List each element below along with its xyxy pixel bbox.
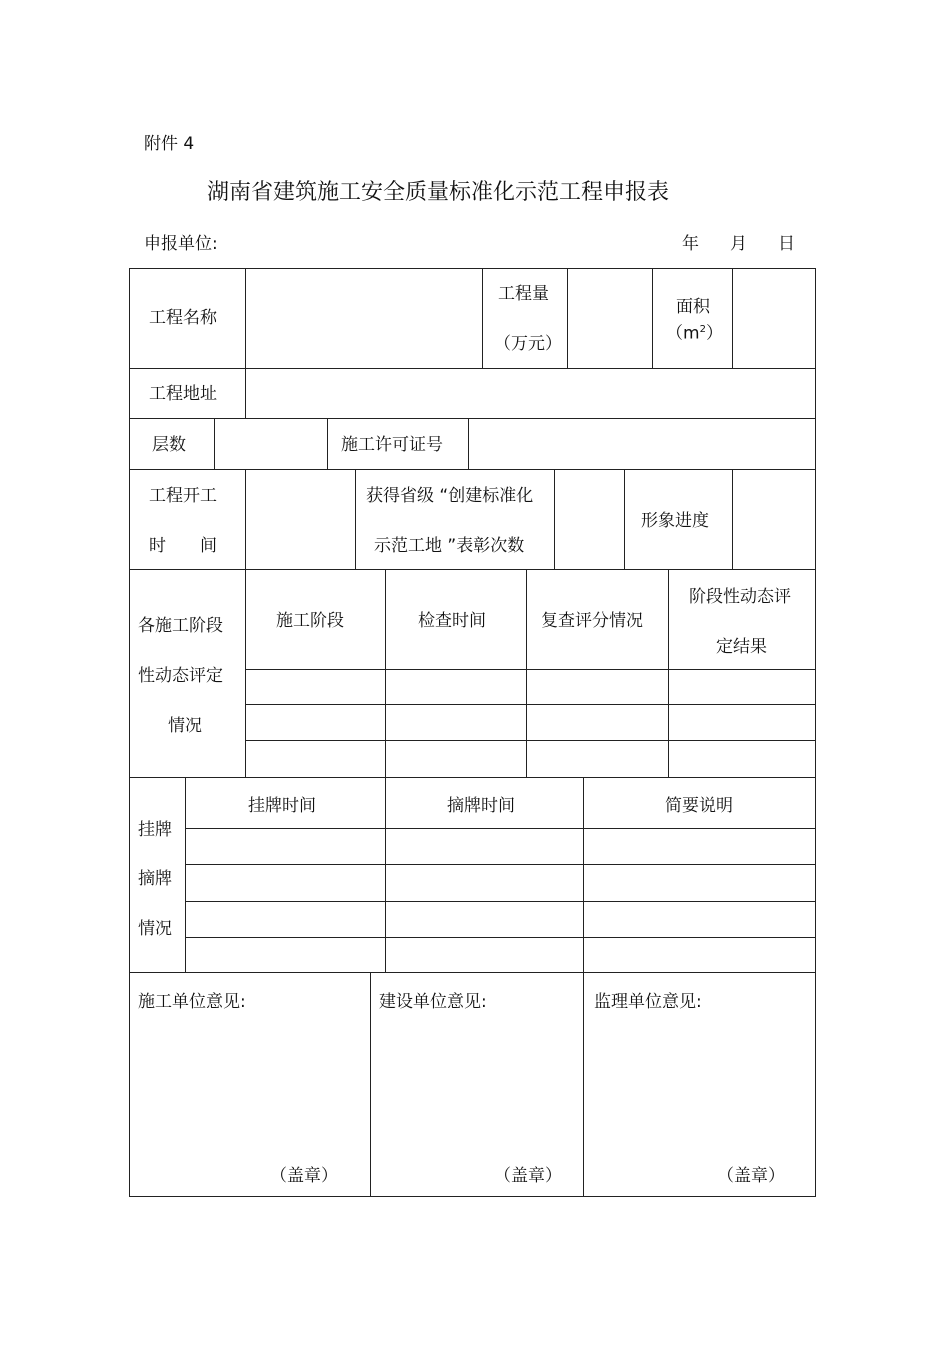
- applicant-label: 申报单位:: [144, 234, 218, 254]
- progress-label: 形象进度: [641, 511, 709, 531]
- cell-divider: [385, 569, 386, 777]
- eval-side-label-2: 性动态评定: [138, 666, 223, 686]
- row-divider: [185, 864, 816, 865]
- cell-divider: [652, 268, 653, 368]
- owner-opinion-field[interactable]: [372, 1020, 582, 1160]
- cell-divider: [385, 777, 386, 972]
- col-remove-time-header: 摘牌时间: [447, 796, 515, 816]
- col-result-header: 阶段性动态评: [689, 587, 791, 607]
- col-check-time-header: 检查时间: [418, 611, 486, 631]
- supervision-opinion-field[interactable]: [585, 1020, 814, 1160]
- cell-divider: [583, 972, 584, 1197]
- date-day: 日: [778, 234, 795, 254]
- date-month: 月: [730, 234, 747, 254]
- construction-opinion-field[interactable]: [131, 1020, 369, 1160]
- cell-divider: [526, 569, 527, 777]
- row-divider: [245, 740, 816, 741]
- area-label: 面积: [676, 297, 710, 317]
- row-divider: [185, 937, 816, 938]
- area-unit: $(m^2)$: [666, 323, 723, 344]
- project-name-field[interactable]: [246, 269, 481, 367]
- owner-opinion-label: 建设单位意见:: [379, 992, 487, 1012]
- row-divider: [129, 469, 816, 470]
- col-description-header: 简要说明: [665, 796, 733, 816]
- cell-divider: [668, 569, 669, 777]
- progress-field[interactable]: [733, 470, 815, 568]
- start-time-field[interactable]: [246, 470, 354, 568]
- award-count-field[interactable]: [555, 470, 623, 568]
- row-divider: [245, 704, 816, 705]
- address-label: 工程地址: [149, 384, 217, 404]
- cell-divider: [245, 569, 246, 777]
- col-stage-header: 施工阶段: [276, 611, 344, 631]
- start-time-label-2: 时 间: [149, 536, 217, 556]
- attachment-label: 附件 4: [144, 134, 195, 154]
- plaque-side-label-2: 摘牌: [138, 869, 172, 889]
- award-count-label-2: 示范工地 ”表彰次数: [374, 536, 525, 556]
- row-divider: [185, 901, 816, 902]
- cell-divider: [185, 777, 186, 972]
- cell-divider: [482, 268, 483, 368]
- workload-field[interactable]: [568, 269, 651, 367]
- workload-unit: （万元）: [494, 334, 562, 354]
- permit-field[interactable]: [469, 419, 815, 468]
- row-divider: [129, 777, 816, 778]
- floors-label: 层数: [152, 435, 186, 455]
- owner-seal-label: （盖章）: [494, 1166, 562, 1186]
- construction-opinion-label: 施工单位意见:: [138, 992, 246, 1012]
- row-divider: [129, 972, 816, 973]
- plaque-side-label-3: 情况: [138, 919, 172, 939]
- row-divider: [129, 569, 816, 570]
- project-name-label: 工程名称: [149, 308, 217, 328]
- cell-divider: [624, 469, 625, 569]
- cell-divider: [370, 972, 371, 1197]
- page-title: 湖南省建筑施工安全质量标准化示范工程申报表: [207, 180, 670, 205]
- date-year: 年: [682, 234, 699, 254]
- eval-side-label-3: 情况: [168, 716, 202, 736]
- col-result-header-2: 定结果: [716, 637, 767, 657]
- award-count-label: 获得省级 “创建标准化: [366, 486, 534, 506]
- workload-label: 工程量: [498, 284, 549, 304]
- permit-label: 施工许可证号: [341, 435, 443, 455]
- eval-side-label: 各施工阶段: [138, 616, 223, 636]
- construction-seal-label: （盖章）: [270, 1166, 338, 1186]
- cell-divider: [355, 469, 356, 569]
- area-field[interactable]: [733, 269, 815, 367]
- row-divider: [185, 828, 816, 829]
- cell-divider: [327, 418, 328, 469]
- col-hang-time-header: 挂牌时间: [248, 796, 316, 816]
- address-field[interactable]: [246, 369, 815, 417]
- row-divider: [245, 669, 816, 670]
- supervision-opinion-label: 监理单位意见:: [594, 992, 702, 1012]
- start-time-label: 工程开工: [149, 486, 217, 506]
- floors-field[interactable]: [215, 419, 326, 468]
- col-review-header: 复查评分情况: [541, 611, 643, 631]
- cell-divider: [583, 777, 584, 972]
- plaque-side-label: 挂牌: [138, 820, 172, 840]
- supervision-seal-label: （盖章）: [717, 1166, 785, 1186]
